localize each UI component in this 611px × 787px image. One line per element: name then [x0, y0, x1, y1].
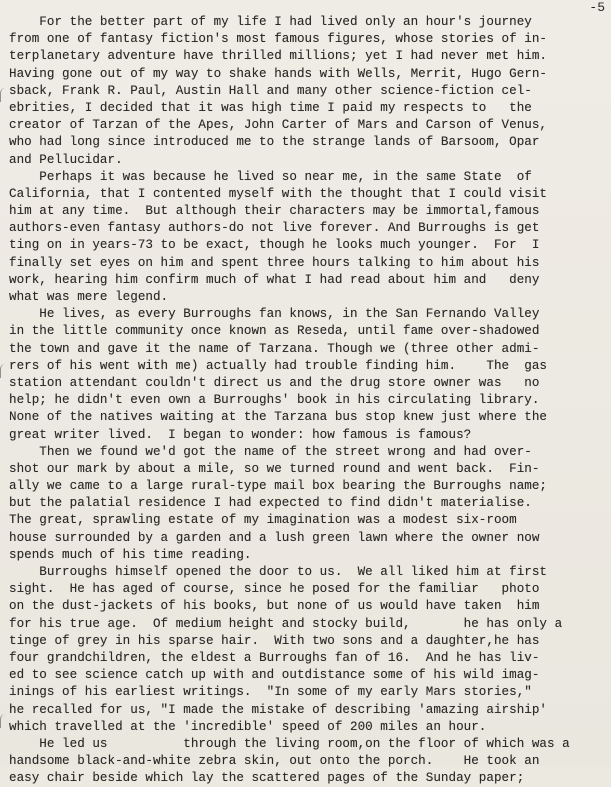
text-line: house surrounded by a garden and a lush green lawn where the owner now: [9, 530, 540, 545]
text-line: Burroughs himself opened the door to us. We all liked him at first: [9, 565, 548, 579]
text-line: California, that I contented myself with the thought that I could visit: [9, 186, 548, 201]
text-line: station attendant couldn't direct us and the drug store owner was no: [9, 375, 540, 390]
text-line: None of the natives waiting at the Tarzana bus stop knew just where the: [9, 410, 548, 425]
text-line: terplanetary adventure have thrilled millions; yet I had never met him.: [9, 49, 548, 64]
text-line: which travelled at the 'incredible' speed of 200 miles an hour.: [9, 719, 487, 734]
text-line: sight. He has aged of course, since he posed for the familiar photo: [9, 582, 540, 597]
text-line: and Pellucidar.: [9, 152, 123, 167]
text-line: him at any time. But although their characters may be immortal,famous: [9, 204, 540, 219]
text-line: Perhaps it was because he lived so near me, in the same State of: [9, 169, 532, 184]
text-line: but the palatial residence I had expected to find didn't materialise.: [9, 496, 532, 511]
text-line: help; he didn't even own a Burroughs' book in his circulating library.: [9, 393, 540, 408]
text-line: who had long since introduced me to the strange lands of Barsoom, Opar: [9, 135, 540, 150]
text-line: for his true age. Of medium height and stocky build, he has only a: [9, 616, 563, 631]
margin-mark: [0, 364, 5, 378]
text-line: four grandchildren, the eldest a Burroughs fan of 16. And he has liv-: [9, 650, 540, 665]
margin-mark: [0, 714, 5, 728]
text-line: creator of Tarzan of the Apes, John Carter of Mars and Carson of Venus,: [9, 118, 548, 133]
text-line: spends much of his time reading.: [9, 547, 252, 562]
text-line: finally set eyes on him and spent three hours talking to him about his: [9, 255, 540, 270]
text-line: authors-even fantasy authors-do not live forever. And Burroughs is get: [9, 221, 540, 236]
text-line: easy chair beside which lay the scattered pages of the Sunday paper;: [9, 771, 525, 786]
text-line: ally we came to a large rural-type mail box bearing the Burroughs name;: [9, 479, 548, 494]
text-line: He led us through the living room,on the floor of which was a: [9, 736, 570, 751]
text-line: from one of fantasy fiction's most famous figures, whose stories of in-: [9, 32, 548, 47]
text-line: Then we found we'd got the name of the street wrong and had over-: [9, 444, 532, 459]
text-line: rers of his went with me) actually had trouble finding him. The gas: [9, 358, 548, 373]
text-line: Having gone out of my way to shake hands with Wells, Merrit, Hugo Gern-: [9, 66, 548, 81]
text-line: work, hearing him confirm much of what I had read about him and deny: [9, 272, 540, 287]
page-number: -5: [589, 0, 605, 15]
text-line: ting on in years-73 to be exact, though he looks much younger. For I: [9, 238, 540, 253]
text-line: what was mere legend.: [9, 290, 169, 304]
text-line: For the better part of my life I had lived only an hour's journey: [9, 15, 532, 29]
text-line: shot our mark by about a mile, so we turned round and went back. Fin-: [9, 461, 540, 476]
text-line: great writer lived. I began to wonder: how famous is famous?: [9, 427, 472, 442]
margin-mark: [0, 88, 5, 102]
text-line: He lives, as every Burroughs fan knows, in the San Fernando Valley: [9, 307, 540, 322]
text-line: inings of his earliest writings. "In some of my early Mars stories,": [9, 685, 532, 700]
text-line: he recalled for us, "I made the mistake of describing 'amazing airship': [9, 702, 548, 717]
text-line: handsome black-and-white zebra skin, out onto the porch. He took an: [9, 754, 540, 769]
article-body: [9, 14, 607, 787]
text-line: ed to see science catch up with and outdistance some of his wild imag-: [9, 668, 540, 683]
text-line: the town and gave it the name of Tarzana. Though we (three other admi-: [9, 341, 540, 356]
text-line: The great, sprawling estate of my imagination was a modest six-room: [9, 513, 517, 528]
text-line: ebrities, I decided that it was high time I paid my respects to the: [9, 100, 532, 115]
text-line: sback, Frank R. Paul, Austin Hall and many other science-fiction cel-: [9, 83, 532, 98]
text-line: in the little community once known as Reseda, until fame over-shadowed: [9, 324, 540, 339]
text-line: on the dust-jackets of his books, but none of us would have taken him: [9, 599, 540, 614]
text-line: tinge of grey in his sparse hair. With two sons and a daughter,he has: [9, 633, 540, 648]
